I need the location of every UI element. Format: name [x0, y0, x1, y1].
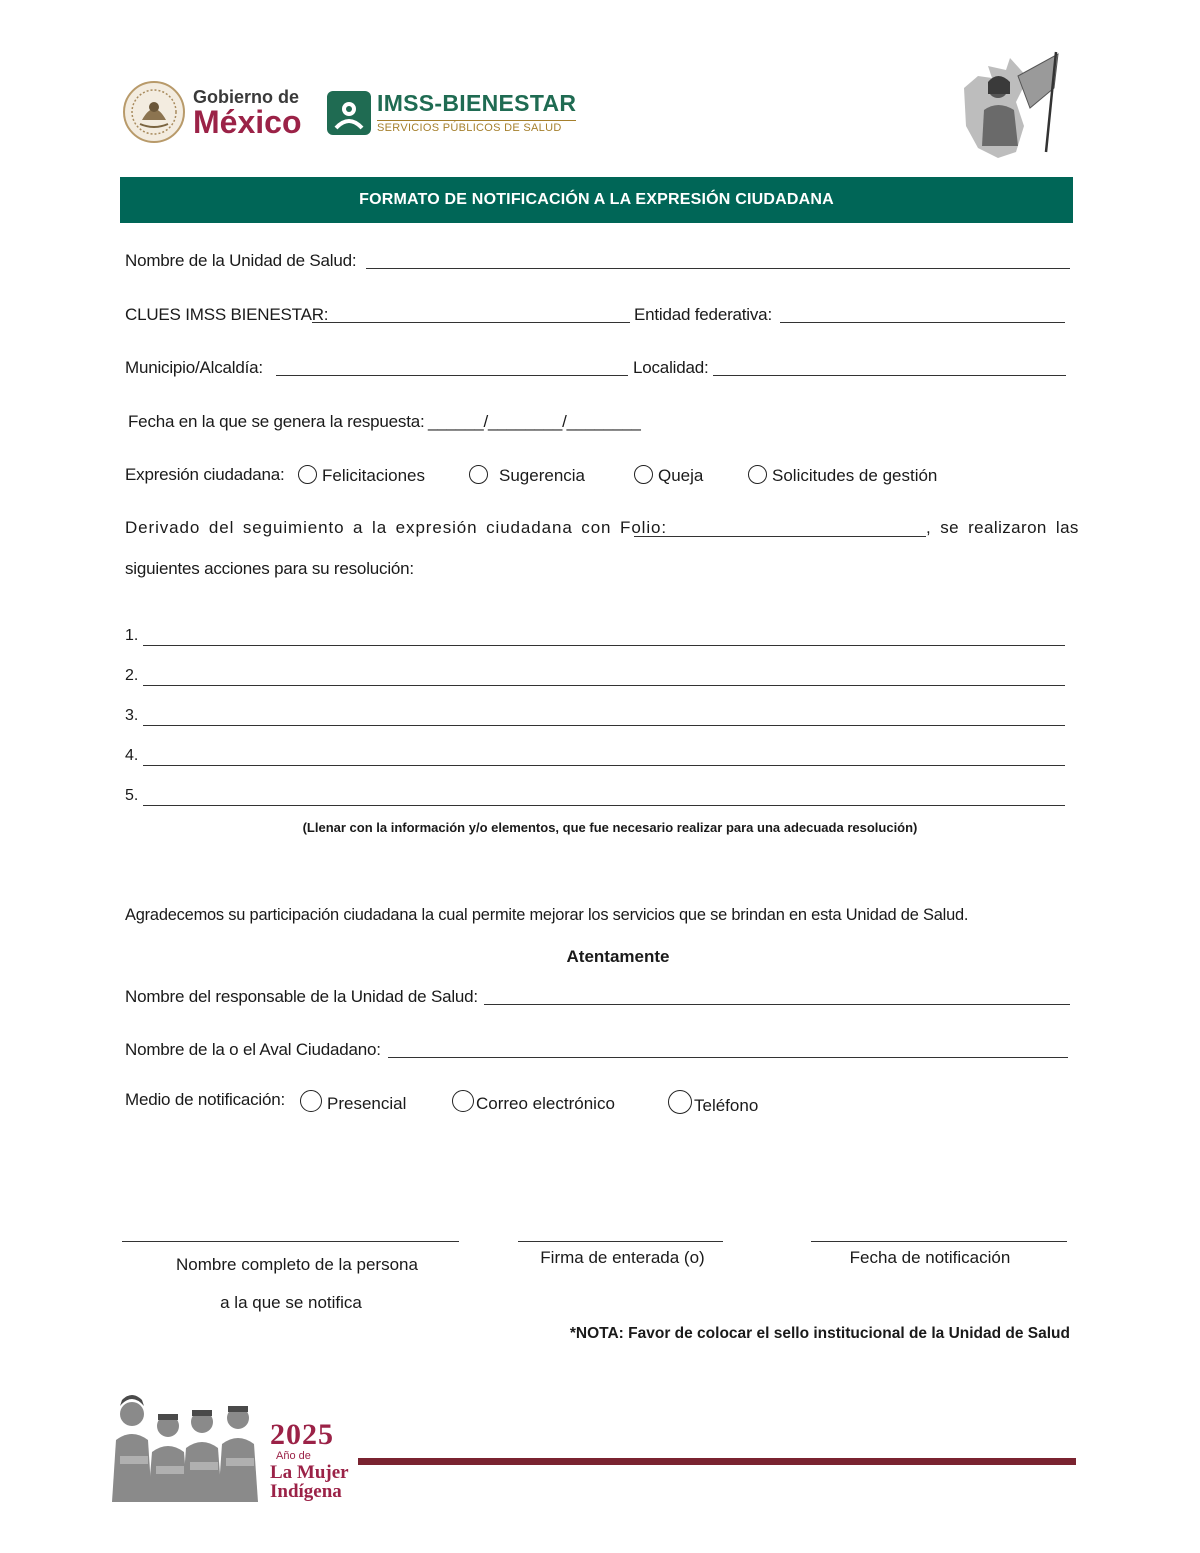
accion-number: 1.: [125, 627, 139, 644]
gov-line2: México: [193, 104, 302, 140]
woman-with-flag-illustration: [958, 48, 1064, 160]
header: [0, 0, 1200, 170]
responsable-input[interactable]: [484, 1004, 1070, 1005]
medio-label: Medio de notificación:: [125, 1090, 286, 1109]
fecha-input[interactable]: ______/________/________: [428, 412, 641, 431]
radio-icon[interactable]: [298, 465, 317, 484]
option-telefono[interactable]: [668, 1090, 758, 1116]
folio-input[interactable]: [634, 536, 926, 537]
footer-indigena: Indígena: [270, 1481, 342, 1502]
entidad-input[interactable]: [780, 322, 1065, 323]
footer-year-block: [270, 1420, 349, 1501]
firma-col2: Firma de enterada (o): [540, 1248, 705, 1267]
aval-input[interactable]: [388, 1057, 1068, 1058]
form-title: FORMATO DE NOTIFICACIÓN A LA EXPRESIÓN CIUDADANA: [359, 191, 834, 208]
option-label: Correo electrónico: [476, 1094, 615, 1113]
firma-col3: Fecha de notificación: [849, 1248, 1011, 1267]
signature-line-nombre[interactable]: [122, 1241, 459, 1242]
option-presencial[interactable]: [300, 1090, 406, 1114]
firma-col1: [122, 1246, 472, 1322]
imss-bienestar-logo-icon: [326, 90, 372, 136]
imss-name: IMSS-BIENESTAR: [377, 90, 577, 116]
nota-text: *NOTA: Favor de colocar el sello institucional de la Unidad de Salud: [569, 1325, 1070, 1342]
aval-label: Nombre de la o el Aval Ciudadano:: [125, 1040, 381, 1059]
clues-label: CLUES IMSS BIENESTAR:: [125, 305, 329, 324]
firma-col1-line2: a la que se notifica: [220, 1293, 362, 1312]
imss-bienestar-wordmark: [377, 92, 576, 134]
option-label: Felicitaciones: [322, 466, 425, 485]
footer-stripe: [358, 1458, 1076, 1465]
radio-icon[interactable]: [634, 465, 653, 484]
radio-icon[interactable]: [452, 1090, 474, 1112]
option-label: Solicitudes de gestión: [772, 466, 938, 485]
radio-icon[interactable]: [668, 1090, 692, 1114]
accion-input-2[interactable]: [143, 685, 1065, 686]
footer-mujer: La Mujer: [270, 1462, 349, 1483]
municipio-label: Municipio/Alcaldía:: [125, 358, 263, 377]
accion-input-3[interactable]: [143, 725, 1065, 726]
footer-year: 2025: [270, 1418, 334, 1451]
acciones-note: (Llenar con la información y/o elementos, que fue necesario realizar para una adecuada resolución): [302, 820, 918, 835]
localidad-input[interactable]: [713, 375, 1066, 376]
gov-title: [193, 88, 301, 138]
entidad-label: Entidad federativa:: [634, 305, 772, 324]
option-sugerencia[interactable]: [469, 465, 585, 486]
option-correo[interactable]: [452, 1090, 615, 1114]
signature-line-firma[interactable]: [518, 1241, 723, 1242]
option-label: Sugerencia: [499, 466, 586, 485]
form-title-banner: [120, 177, 1073, 223]
option-label: Teléfono: [694, 1096, 759, 1115]
option-label: Queja: [658, 466, 704, 485]
accion-input-4[interactable]: [143, 765, 1065, 766]
radio-icon[interactable]: [300, 1090, 322, 1112]
footer-ano-de: Año de: [276, 1450, 311, 1462]
radio-icon[interactable]: [469, 465, 488, 484]
imss-sub: SERVICIOS PÚBLICOS DE SALUD: [377, 120, 576, 134]
coat-of-arms-logo: [122, 80, 186, 144]
option-felicitaciones[interactable]: [298, 465, 425, 486]
derivado-line2: siguientes acciones para su resolución:: [125, 559, 414, 578]
accion-number: 5.: [125, 787, 139, 804]
derivado-after: , se realizaron las: [926, 518, 1079, 537]
accion-number: 4.: [125, 747, 139, 764]
derivado-text: Derivado del seguimiento a la expresión ciudadana con Folio:: [125, 518, 668, 537]
accion-input-5[interactable]: [143, 805, 1065, 806]
expresion-label: Expresión ciudadana:: [125, 465, 285, 484]
firma-col1-line1: Nombre completo de la persona: [176, 1255, 418, 1274]
responsable-label: Nombre del responsable de la Unidad de Salud:: [125, 987, 478, 1006]
accion-number: 3.: [125, 707, 139, 724]
option-label: Presencial: [327, 1094, 407, 1113]
signature-line-fecha[interactable]: [811, 1241, 1067, 1242]
option-queja[interactable]: [634, 465, 703, 486]
atentamente-heading: Atentamente: [566, 947, 670, 966]
clues-input[interactable]: [312, 322, 630, 323]
fecha-label: Fecha en la que se genera la respuesta:: [128, 412, 425, 431]
accion-input-1[interactable]: [143, 645, 1065, 646]
municipio-input[interactable]: [276, 375, 628, 376]
option-solicitudes[interactable]: [748, 465, 937, 486]
unidad-input[interactable]: [366, 268, 1070, 269]
localidad-label: Localidad:: [633, 358, 709, 377]
indigenous-women-illustration: [102, 1392, 262, 1502]
gov-line1: Gobierno de: [193, 87, 300, 107]
agradecimiento-text: Agradecemos su participación ciudadana la cual permite mejorar los servicios que se brindan en esta Unidad de Salud.: [125, 906, 969, 924]
unidad-label: Nombre de la Unidad de Salud:: [125, 251, 357, 270]
accion-number: 2.: [125, 667, 139, 684]
radio-icon[interactable]: [748, 465, 767, 484]
